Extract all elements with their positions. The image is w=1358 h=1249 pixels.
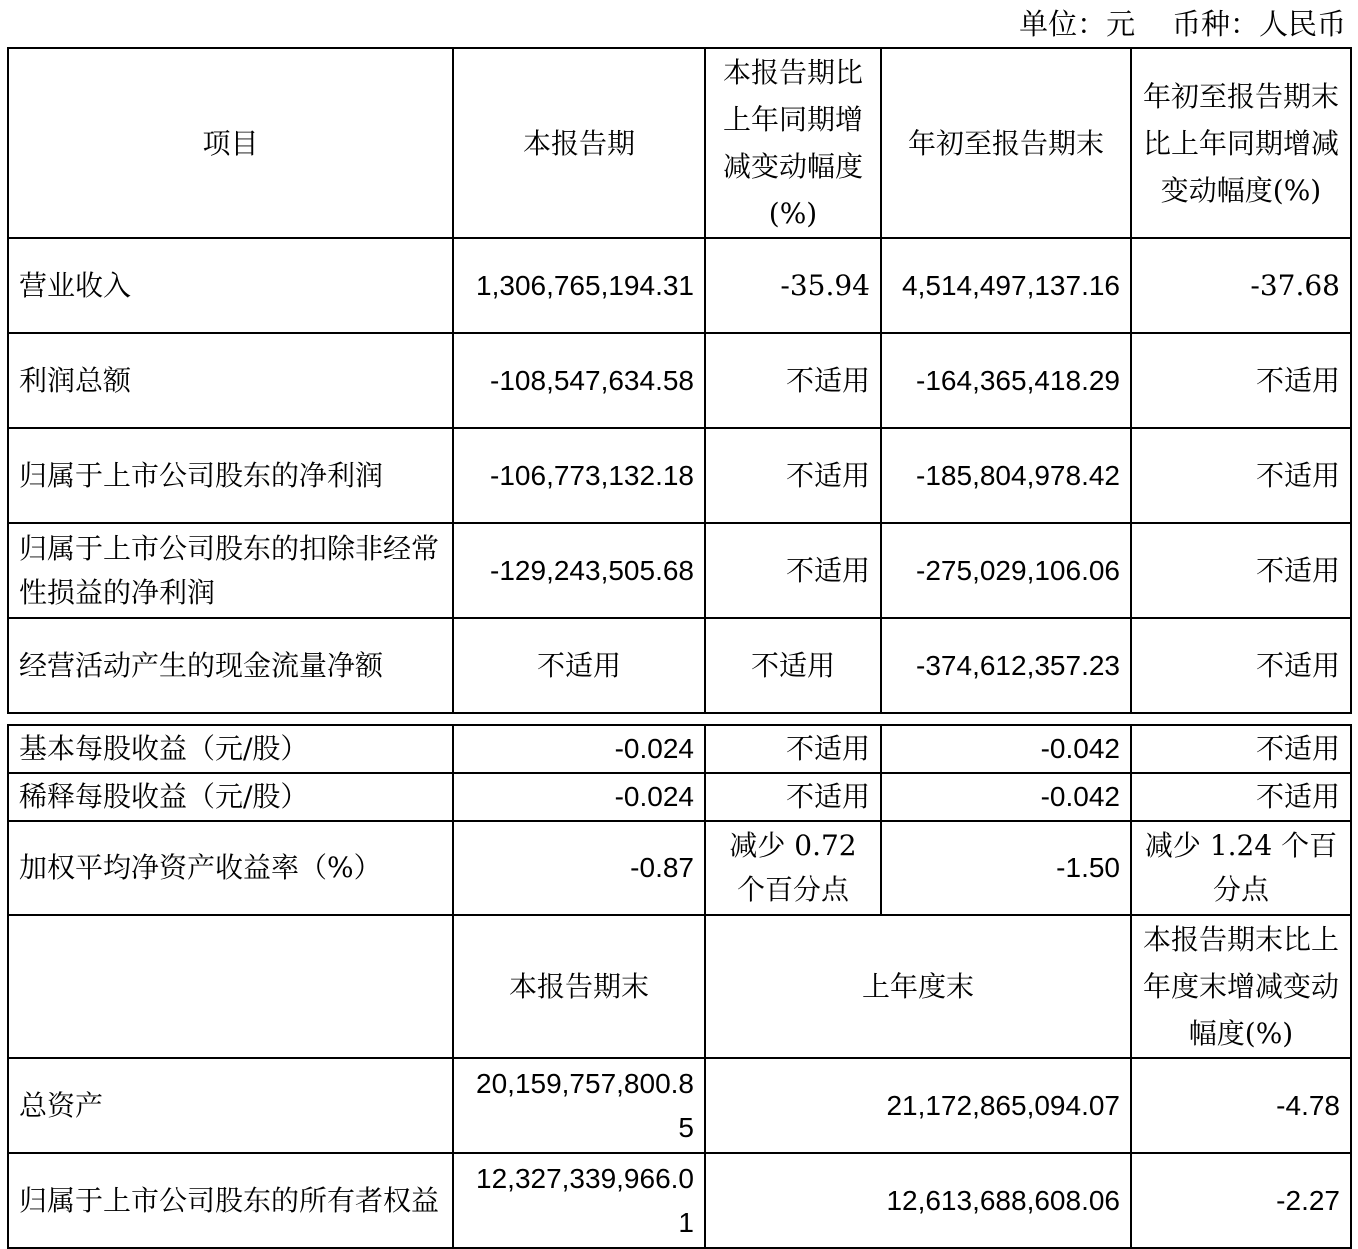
table-row: [8, 773, 1351, 821]
header-current-change: 本报告期比上年同期增减变动幅度(%): [705, 48, 881, 238]
row-item: 归属于上市公司股东的净利润: [8, 428, 453, 523]
row-ytd-change: 不适用: [1131, 725, 1351, 773]
table-row: [8, 523, 1351, 618]
row-ytd: -275,029,106.06: [881, 523, 1131, 618]
row-ytd-change: 不适用: [1131, 523, 1351, 618]
row-ytd-change: 不适用: [1131, 773, 1351, 821]
row-current: -0.024: [453, 725, 705, 773]
table-row: [8, 1058, 1351, 1153]
table-row: [8, 618, 1351, 713]
row-item: 加权平均净资产收益率（%）: [8, 821, 453, 915]
row-item: 经营活动产生的现金流量净额: [8, 618, 453, 713]
header-current-period: 本报告期: [453, 48, 705, 238]
row-ytd: -374,612,357.23: [881, 618, 1131, 713]
balance-row-period-end: 12,327,339,966.01: [453, 1153, 705, 1248]
unit-currency-note: 单位：元 币种：人民币: [1019, 7, 1346, 41]
header-item: 项目: [8, 48, 453, 238]
row-current: -129,243,505.68: [453, 523, 705, 618]
row-ytd: -185,804,978.42: [881, 428, 1131, 523]
balance-header-row: [8, 915, 1351, 1058]
row-current: 1,306,765,194.31: [453, 238, 705, 333]
row-item: 利润总额: [8, 333, 453, 428]
row-item: 基本每股收益（元/股）: [8, 725, 453, 773]
table-header-row: [8, 48, 1351, 238]
row-current: 不适用: [453, 618, 705, 713]
table-row: [8, 238, 1351, 333]
row-ytd-change: 减少 1.24 个百分点: [1131, 821, 1351, 915]
balance-row-prior-year-end: 21,172,865,094.07: [705, 1058, 1131, 1153]
row-current-change: -35.94: [705, 238, 881, 333]
row-current: -0.87: [453, 821, 705, 915]
row-ytd: -0.042: [881, 725, 1131, 773]
balance-row-change: -4.78: [1131, 1058, 1351, 1153]
row-ytd: -0.042: [881, 773, 1131, 821]
balance-row-period-end: 20,159,757,800.85: [453, 1058, 705, 1153]
row-current-change: 不适用: [705, 428, 881, 523]
row-item: 稀释每股收益（元/股）: [8, 773, 453, 821]
row-ytd: -1.50: [881, 821, 1131, 915]
table-row: [8, 333, 1351, 428]
row-current: -0.024: [453, 773, 705, 821]
balance-header-period-end: 本报告期末: [453, 915, 705, 1058]
row-item: 归属于上市公司股东的扣除非经常性损益的净利润: [8, 523, 453, 618]
row-current-change: 不适用: [705, 333, 881, 428]
balance-header-prior-year-end: 上年度末: [705, 915, 1131, 1058]
row-current-change: 减少 0.72 个百分点: [705, 821, 881, 915]
row-ytd-change: -37.68: [1131, 238, 1351, 333]
table-row: [8, 821, 1351, 915]
table-row: [8, 428, 1351, 523]
row-current-change: 不适用: [705, 618, 881, 713]
row-item: 营业收入: [8, 238, 453, 333]
balance-header-change: 本报告期末比上年度末增减变动幅度(%): [1131, 915, 1351, 1058]
row-ytd-change: 不适用: [1131, 333, 1351, 428]
row-ytd: 4,514,497,137.16: [881, 238, 1131, 333]
row-ytd-change: 不适用: [1131, 618, 1351, 713]
financial-data-table-main: [7, 47, 1352, 714]
balance-header-item: [8, 915, 453, 1058]
balance-row-item: 归属于上市公司股东的所有者权益: [8, 1153, 453, 1248]
balance-row-change: -2.27: [1131, 1153, 1351, 1248]
row-current-change: 不适用: [705, 725, 881, 773]
table-row: [8, 725, 1351, 773]
header-ytd-change: 年初至报告期末比上年同期增减变动幅度(%): [1131, 48, 1351, 238]
balance-row-prior-year-end: 12,613,688,608.06: [705, 1153, 1131, 1248]
balance-row-item: 总资产: [8, 1058, 453, 1153]
row-current-change: 不适用: [705, 773, 881, 821]
row-current: -108,547,634.58: [453, 333, 705, 428]
financial-data-table-secondary: [7, 724, 1352, 1249]
row-ytd: -164,365,418.29: [881, 333, 1131, 428]
row-ytd-change: 不适用: [1131, 428, 1351, 523]
row-current-change: 不适用: [705, 523, 881, 618]
row-current: -106,773,132.18: [453, 428, 705, 523]
table-row: [8, 1153, 1351, 1248]
header-ytd: 年初至报告期末: [881, 48, 1131, 238]
